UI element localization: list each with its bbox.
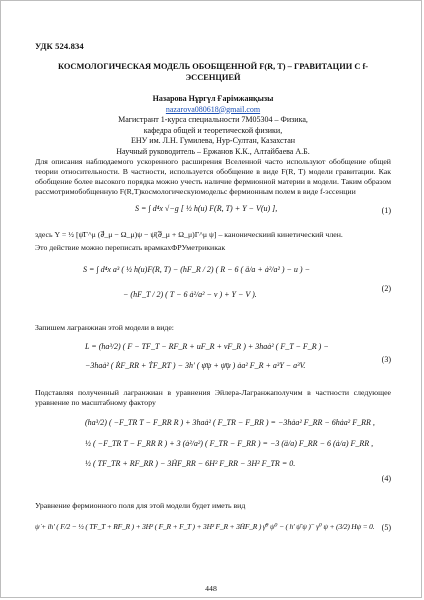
equation-3-number: (3) <box>381 354 391 364</box>
paragraph-euler-lagrange: Подставляя полученный лагранжиан в уравнения Эйлера-Лагранжаполучим в частности следующее уравнение по масштабному фактору <box>35 388 391 407</box>
paragraph-lagrangian: Запишем лагранжиан этой модели в виде: <box>35 323 174 332</box>
paragraph-frw-rewrite: Это действие можно переписать врамкахФРУметрикикак <box>35 243 226 252</box>
paragraph-intro: Для описания наблюдаемого ускоренного расширения Вселенной часто используют обобщение общей теории относительности. В частности, используется обобщение в виде F(R, T) модели гравитации. Как обобщение более высокого порядка можно учесть наличие фермионной материи в модели. Таким образом рассмотримобобщенную F(R,T)космологическуюмодельс фермионным полем в виде f-эссенции <box>35 157 391 196</box>
equation-2-line-1: S = ∫ d⁴x a³ ( ½ h(u)F(R, T) − (hF_R / 2) ( R − 6 ( ä/a + ȧ²/a² ) − u ) − <box>83 265 310 274</box>
equation-4 <box>35 412 391 486</box>
paragraph-fermion-field: Уравнение фермионного поля для этой модели будет иметь вид <box>35 501 246 510</box>
equation-1 <box>35 204 391 218</box>
equation-2-line-2: − (hF_T / 2) ( T − 6 ȧ²/a² − v ) + Y − V ). <box>123 289 257 299</box>
equation-3-line-2: −3haȧ² ( ṘF_RR + ṪF_RT ) − 3h′ ( ψ̄ψ + ψ̄ψ ) ȧa² F_R + a³Y − a³V. <box>85 360 306 370</box>
equation-3-line-1: L = (ha³/2) ( F − TF_T − RF_R + uF_R + vF_R ) + 3haȧ² ( F_T − F_R ) − <box>85 342 329 351</box>
equation-2-number: (2) <box>381 283 391 293</box>
equation-1-body: S = ∫ d⁴x √−g [ ½ h(u) F(R, T) + Y − V(u) ], <box>135 204 278 213</box>
equation-5-body: ψ̇ + ih′ ( F/2 − ½ ( TF_T + RF_R ) + 3H² ( F_R + F_T ) + 3H² F_R + 3ḢF_R ) γ̄⁰ ψ⁰ − ( h′ ψ̄ ψ )⁻ γ⁰ ψ + (3/2) Hψ = 0. <box>35 522 375 531</box>
page-number: 448 <box>205 584 217 593</box>
paragraph-kinetic-term: здесь Y = ½ [ψ̄Γ^μ (∂⃗_μ − Ω_μ)ψ − ψ̄(∂⃖_μ + Ω_μ)Γ^μ ψ] – каноническиий кинетический член. <box>35 230 343 239</box>
equation-2 <box>35 259 391 319</box>
equation-5 <box>35 518 391 538</box>
supervisor-line: Научный руководитель – Ержанов К.К., Алтайбаева А.Б. <box>116 146 310 156</box>
udc-code: УДК 524.834 <box>35 41 84 51</box>
author-name: Назарова Нұргүл Ғарімжанқызы <box>152 94 274 103</box>
equation-3 <box>35 338 391 382</box>
equation-1-number: (1) <box>381 205 391 215</box>
author-affiliation-1: Магистрант 1-курса специальности 7M05304 – Физика, <box>118 115 308 124</box>
paper-title: КОСМОЛОГИЧЕСКАЯ МОДЕЛЬ ОБОБЩЕННОЙ F(R, T) – ГРАВИТАЦИИ С f-ЭССЕНЦИЕЙ <box>57 62 369 82</box>
author-affiliation-3: ЕНУ им. Л.Н. Гумилева, Нур-Султан, Казахстан <box>130 136 296 145</box>
equation-4-line-2: ½ ( −F_TR T − F_RR R ) + 3 (ȧ²/a²) ( F_TR − F_RR ) = −3 (ä/a) F_RR − 6 (ȧ/a) F_RR , <box>85 438 374 448</box>
author-block <box>35 94 391 157</box>
equation-4-line-3: ½ ( TF_TR + RF_RR ) − 3ḢF_RR − 6H² F_RR − 3H² F_TR = 0. <box>85 459 296 468</box>
equation-5-number: (5) <box>381 522 391 532</box>
equation-4-line-1: (ha³/2) ( −F_TR T − F_RR R ) + 3haȧ² ( F_TR − F_RR ) = −3hȧa² F_RR − 6hȧa² F_RR , <box>85 418 375 427</box>
equation-4-number: (4) <box>381 473 391 483</box>
author-affiliation-2: кафедра общей и теоретической физики, <box>143 125 283 135</box>
author-email-link[interactable]: nazarova080618@gmail.com <box>165 104 261 114</box>
